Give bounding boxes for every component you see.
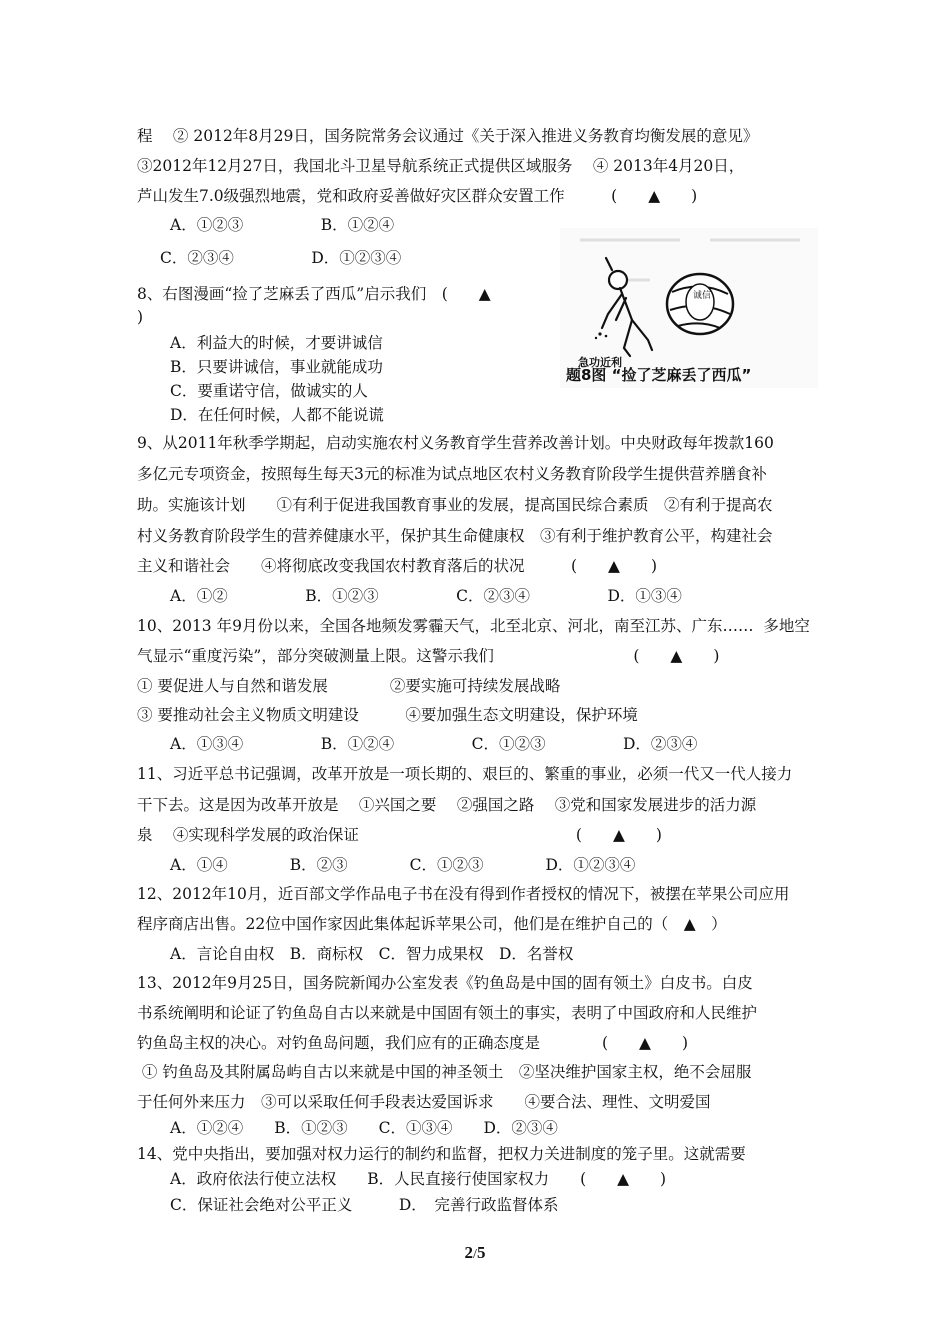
text-line: 芦山发生7.0级强烈地震，党和政府妥善做好灾区群众安置工作 ( ▲ ): [137, 187, 698, 205]
option-line: A．①③④ B．①②④ C．①②③ D．②③④: [170, 735, 698, 753]
text-line: 程 ② 2012年8月29日，国务院常务会议通过《关于深入推进义务教育均衡发展的意见》: [137, 127, 759, 145]
option-line: A．①②③ B．①②④: [170, 216, 395, 234]
option-line: A．①④ B．②③ C．①②③ D．①②③④: [170, 856, 636, 874]
text-line: 气显示“重度污染”，部分突破测量上限。这警示我们 ( ▲ ): [137, 647, 720, 665]
option-line: C．②③④ D．①②③④: [160, 249, 402, 267]
text-line: 助。实施该计划 ①有利于促进我国教育事业的发展，提高国民综合素质 ②有利于提高农: [137, 496, 773, 514]
text-line: 程序商店出售。22位中国作家因此集体起诉苹果公司，他们是在维护自己的（ ▲ ）: [137, 915, 727, 933]
text-line: 村义务教育阶段学生的营养健康水平，保护其生命健康权 ③有利于维护教育公平，构建社会: [137, 527, 773, 545]
page-number: [0, 1243, 950, 1263]
option-line: A．言论自由权 B．商标权 C．智力成果权 D．名誉权: [170, 945, 574, 963]
text-line: 泉 ④实现科学发展的政治保证 ( ▲ ): [137, 826, 662, 844]
option-line: A．政府依法行使立法权 B．人民直接行使国家权力 ( ▲ ): [170, 1170, 667, 1188]
text-line: ③ 要推动社会主义物质文明建设 ④要加强生态文明建设，保护环境: [137, 706, 638, 724]
melon-label: 诚信: [693, 291, 712, 301]
text-line: 于任何外来压力 ③可以采取任何手段表达爱国诉求 ④要合法、理性、文明爱国: [137, 1093, 711, 1111]
text-line: ① 要促进人与自然和谐发展 ②要实施可持续发展战略: [137, 677, 561, 695]
page-separator: /: [473, 1247, 477, 1262]
figure-caption: 题8图 “捡了芝麻丢了西瓜”: [566, 366, 752, 384]
text-line: 多亿元专项资金，按照每生每天3元的标准为试点地区农村义务教育阶段学生提供营养膳食补: [137, 465, 767, 483]
question-9: 9、从2011年秋季学期起，启动实施农村义务教育学生营养改善计划。中央财政每年拨款160: [137, 434, 774, 452]
question-10: 10、2013 年9月份以来，全国各地频发雾霾天气，北至北京、河北，南至江苏、广东…… 多地空: [137, 617, 810, 635]
cartoon-illustration: [560, 228, 818, 388]
question-14: 14、党中央指出，要加强对权力运行的制约和监督，把权力关进制度的笼子里。这就需要: [137, 1145, 746, 1163]
question-13: 13、2012年9月25日，国务院新闻办公室发表《钓鱼岛是中国的固有领土》白皮书。白皮: [137, 974, 753, 992]
text-line: 书系统阐明和论证了钓鱼岛自古以来就是中国固有领土的事实，表明了中国政府和人民维护: [137, 1004, 758, 1022]
text-line: ① 钓鱼岛及其附属岛屿自古以来就是中国的神圣领土 ②坚决维护国家主权，绝不会屈服: [137, 1063, 752, 1081]
text-line: ③2012年12月27日，我国北斗卫星导航系统正式提供区域服务 ④ 2013年4月20日，: [137, 157, 745, 175]
option-line: C．保证社会绝对公平正义 D． 完善行政监督体系: [170, 1196, 559, 1214]
option-line: A．①② B．①②③ C．②③④ D．①③④: [170, 587, 682, 605]
option-line: A．利益大的时候，才要讲诚信: [170, 334, 383, 352]
option-line: A．①②④ B．①②③ C．①③④ D．②③④: [170, 1119, 558, 1137]
text-line: 主义和谐社会 ④将彻底改变我国农村教育落后的状况 ( ▲ ): [137, 557, 658, 575]
question-11: 11、习近平总书记强调，改革开放是一项长期的、艰巨的、繁重的事业，必须一代又一代人接力: [137, 765, 793, 783]
sign-label: 急功近利: [578, 356, 622, 369]
question-12: 12、2012年10月，近百部文学作品电子书在没有得到作者授权的情况下，被摆在苹果公司应用: [137, 885, 790, 903]
option-line: C．要重诺守信，做诚实的人: [170, 382, 368, 400]
option-line: D．在任何时候，人都不能说谎: [170, 406, 384, 424]
cartoon-figure: [560, 228, 818, 388]
page-total: 5: [476, 1243, 486, 1262]
question-8: 8、右图漫画“捡了芝麻丢了西瓜”启示我们 ( ▲: [137, 285, 491, 303]
page-current: 2: [464, 1243, 474, 1262]
text-line: 干下去。这是因为改革开放是 ①兴国之要 ②强国之路 ③党和国家发展进步的活力源: [137, 796, 757, 814]
text-line: ): [137, 308, 144, 326]
option-line: B．只要讲诚信，事业就能成功: [170, 358, 383, 376]
text-line: 钓鱼岛主权的决心。对钓鱼岛问题，我们应有的正确态度是 ( ▲ ): [137, 1034, 689, 1052]
